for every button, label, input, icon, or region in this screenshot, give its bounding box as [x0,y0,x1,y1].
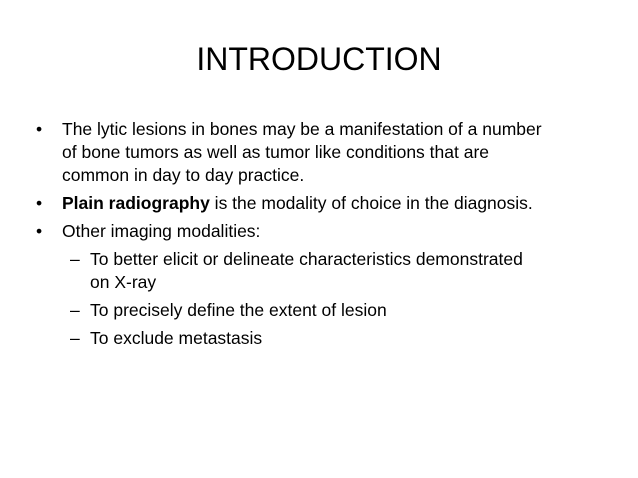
subbullet-line: on X-ray [90,272,157,292]
bullet-text [62,192,624,215]
subbullet-item [28,327,630,350]
bullet-item [28,118,624,187]
bullet-item [28,220,624,243]
subbullet-text: To exclude metastasis [90,328,263,348]
bullet-text [62,118,624,187]
subbullet-item [28,248,630,294]
slide-content [28,118,624,355]
bullet-line: The lytic lesions in bones may be a manifestation of a number [62,119,542,139]
subbullet-text: To precisely define the extent of lesion [90,300,387,320]
subbullet-line: To better elicit or delineate characteristics demonstrated [90,249,523,269]
bullet-item [28,192,624,215]
bullet-marker: • [36,221,43,241]
bullet-text: Other imaging modalities: [62,221,261,241]
bullet-marker: • [36,119,43,139]
bold-term: Plain radiography [62,193,210,213]
slide-title: INTRODUCTION [196,41,442,77]
subbullet-item [28,299,630,322]
bullet-rest-text: is the modality of choice in the diagnosis. [209,193,533,213]
subbullet-text [90,248,630,294]
bullet-line: common in day to day practice. [62,165,305,185]
subbullet-marker: – [70,249,80,269]
bullet-line: of bone tumors as well as tumor like conditions that are [62,142,490,162]
subbullet-marker: – [70,328,80,348]
subbullet-marker: – [70,300,80,320]
bullet-marker: • [36,193,43,213]
